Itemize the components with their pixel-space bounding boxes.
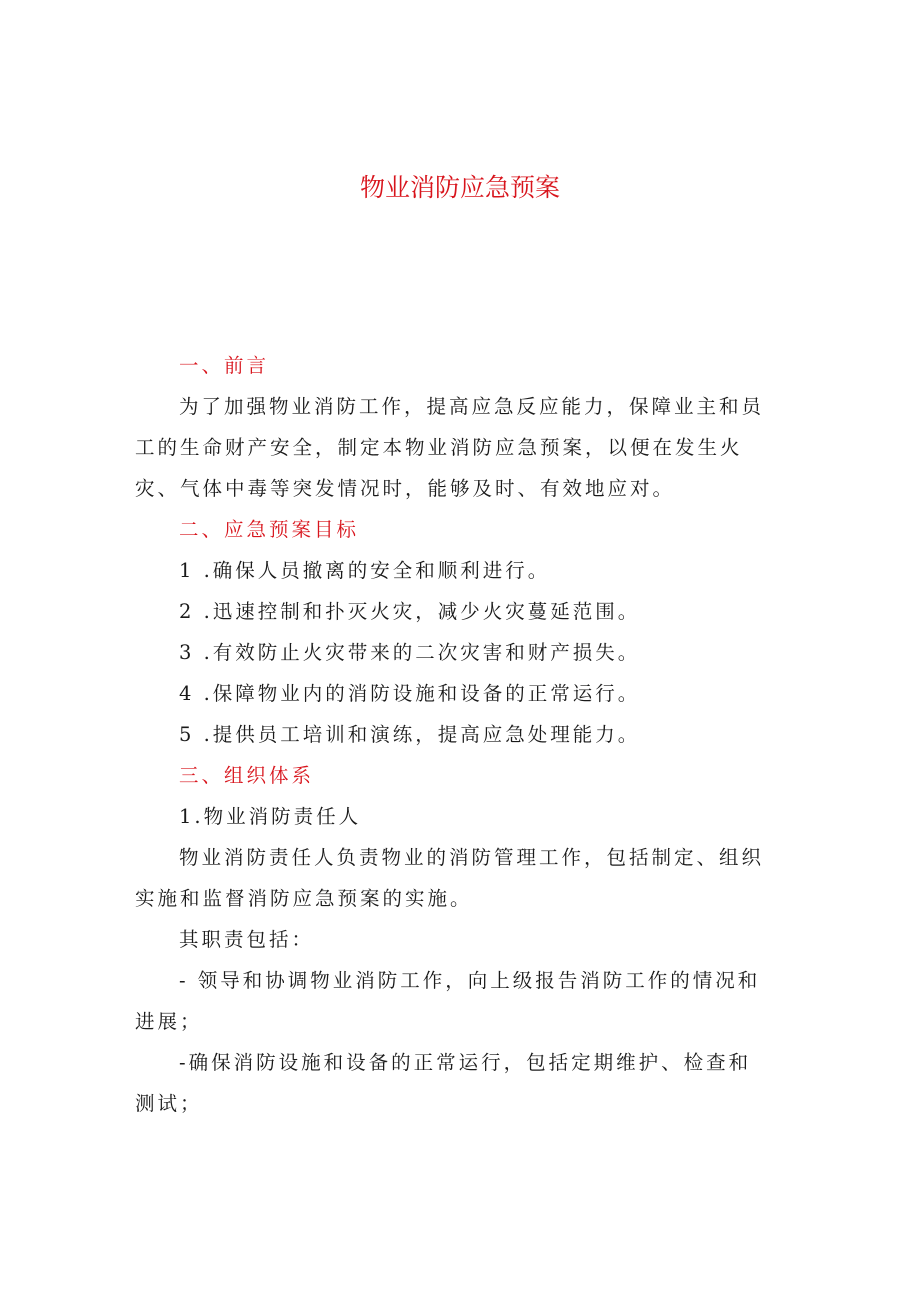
goal-item: 5 .提供员工培训和演练，提高应急处理能力。 bbox=[179, 723, 641, 746]
goal-item: 4 .保障物业内的消防设施和设备的正常运行。 bbox=[179, 682, 641, 705]
goal-item: 3 .有效防止火灾带来的二次灾害和财产损失。 bbox=[179, 641, 641, 664]
preface-paragraph: 为了加强物业消防工作，提高应急反应能力，保障业主和员工的生命财产安全，制定本物业消防应急预案，以便在发生火灾、气体中毒等突发情况时，能够及时、有效地应对。 bbox=[135, 395, 765, 500]
document-body bbox=[135, 345, 771, 1124]
section-heading-goals: 二、应急预案目标 bbox=[179, 518, 360, 541]
fire-officer-paragraph: 物业消防责任人负责物业的消防管理工作，包括制定、组织实施和监督消防应急预案的实施。 bbox=[135, 846, 765, 910]
duties-intro: 其职责包括： bbox=[179, 928, 315, 951]
section-heading-preface: 一、前言 bbox=[179, 354, 270, 377]
subheading-fire-officer: 1.物业消防责任人 bbox=[179, 805, 362, 828]
duty-item: -确保消防设施和设备的正常运行，包括定期维护、检查和测试； bbox=[135, 1051, 752, 1115]
goal-item: 2 .迅速控制和扑灭火灾，减少火灾蔓延范围。 bbox=[179, 600, 641, 623]
document-title: 物业消防应急预案 bbox=[359, 173, 560, 202]
duty-item: - 领导和协调物业消防工作，向上级报告消防工作的情况和进展； bbox=[135, 969, 761, 1033]
goal-item: 1 .确保人员撤离的安全和顺利进行。 bbox=[179, 559, 551, 582]
section-heading-organization: 三、组织体系 bbox=[179, 764, 315, 787]
